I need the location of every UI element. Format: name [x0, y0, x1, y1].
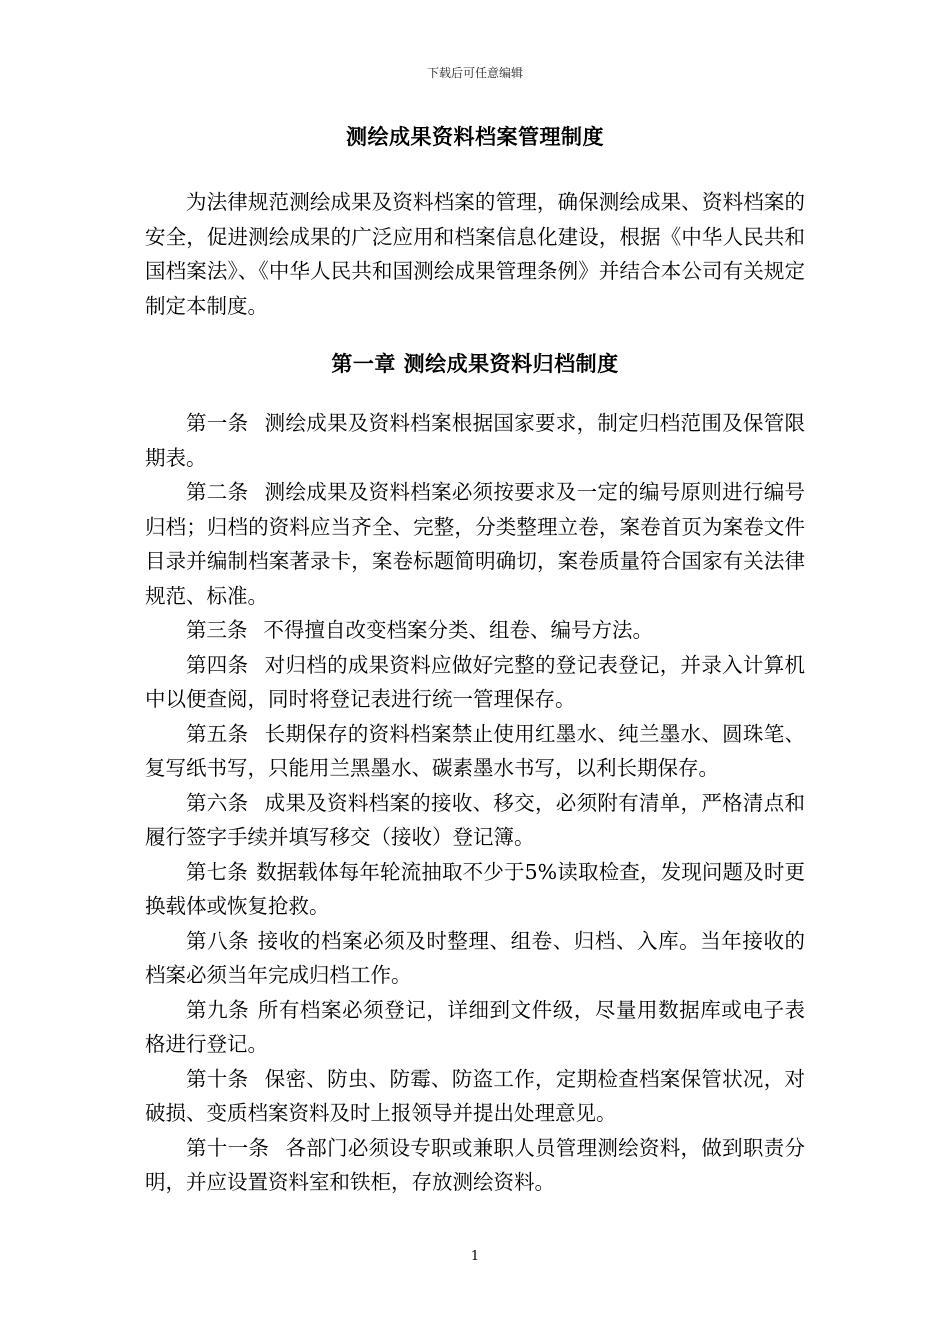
- article-number: 第十一条: [186, 1135, 270, 1160]
- article-number: 第七条: [186, 859, 248, 884]
- article-6: [145, 786, 805, 855]
- article-number: 第一条: [186, 411, 249, 435]
- article-number: 第九条: [186, 997, 250, 1022]
- header-note: 下载后可任意编辑: [426, 66, 523, 80]
- article-number: 第五条: [186, 721, 249, 746]
- article-10: [145, 1062, 805, 1131]
- article-9: [145, 993, 805, 1062]
- article-text: 长期保存的资料档案禁止使用红墨水、纯兰墨水、圆珠笔、复写纸书写，只能用兰黑墨水、碳素墨水书写，以利长期保存。: [145, 721, 806, 780]
- article-8: [145, 924, 805, 993]
- article-text: 数据载体每年轮流抽取不少于5%读取检查，发现问题及时更换载体或恢复抢救。: [145, 859, 805, 918]
- document-title: 测绘成果资料档案管理制度: [346, 124, 604, 149]
- article-text: 不得擅自改变档案分类、组卷、编号方法。: [263, 618, 653, 642]
- page-number: 1: [470, 1249, 480, 1264]
- chapter-title: 第一章 测绘成果资料归档制度: [331, 351, 619, 376]
- intro-paragraph: 为法律规范测绘成果及资料档案的管理，确保测绘成果、资料档案的安全，促进测绘成果的广泛应用和档案信息化建设，根据《中华人民共和国档案法》、《中华人民共和国测绘成果管理条例》并结合本公司有关规定制定本制度。: [145, 190, 805, 318]
- article-text: 保密、防虫、防霉、防盗工作，定期检查档案保管状况，对破损、变质档案资料及时上报领导并提出处理意见。: [145, 1066, 806, 1125]
- article-5: [145, 717, 805, 786]
- article-number: 第六条: [186, 790, 249, 815]
- article-number: 第八条: [186, 928, 250, 953]
- article-text: 测绘成果及资料档案根据国家要求，制定归档范围及保管限期表。: [145, 411, 806, 470]
- article-1: [145, 406, 805, 475]
- article-3: [145, 613, 805, 648]
- article-2: [145, 475, 805, 613]
- article-text: 测绘成果及资料档案必须按要求及一定的编号原则进行编号归档；归档的资料应当齐全、完整，分类整理立卷，案卷首页为案卷文件目录并编制档案著录卡，案卷标题简明确切，案卷质量符合国家有关法律规范、标准。: [145, 480, 806, 608]
- article-text: 各部门必须设专职或兼职人员管理测绘资料，做到职责分明，并应设置资料室和铁柜，存放测绘资料。: [145, 1135, 806, 1194]
- article-7: [145, 855, 805, 924]
- article-text: 成果及资料档案的接收、移交，必须附有清单，严格清点和履行签字手续并填写移交（接收）登记簿。: [145, 790, 806, 849]
- article-number: 第四条: [186, 652, 249, 677]
- article-11: [145, 1131, 805, 1200]
- article-number: 第十条: [186, 1066, 249, 1091]
- article-text: 对归档的成果资料应做好完整的登记表登记，并录入计算机中以便查阅，同时将登记表进行统一管理保存。: [145, 652, 806, 711]
- article-4: [145, 648, 805, 717]
- article-text: 接收的档案必须及时整理、组卷、归档、入库。当年接收的档案必须当年完成归档工作。: [145, 928, 806, 987]
- article-number: 第二条: [186, 480, 249, 504]
- article-text: 所有档案必须登记，详细到文件级，尽量用数据库或电子表格进行登记。: [145, 997, 806, 1056]
- article-number: 第三条: [186, 618, 248, 642]
- article-list: [145, 406, 805, 1200]
